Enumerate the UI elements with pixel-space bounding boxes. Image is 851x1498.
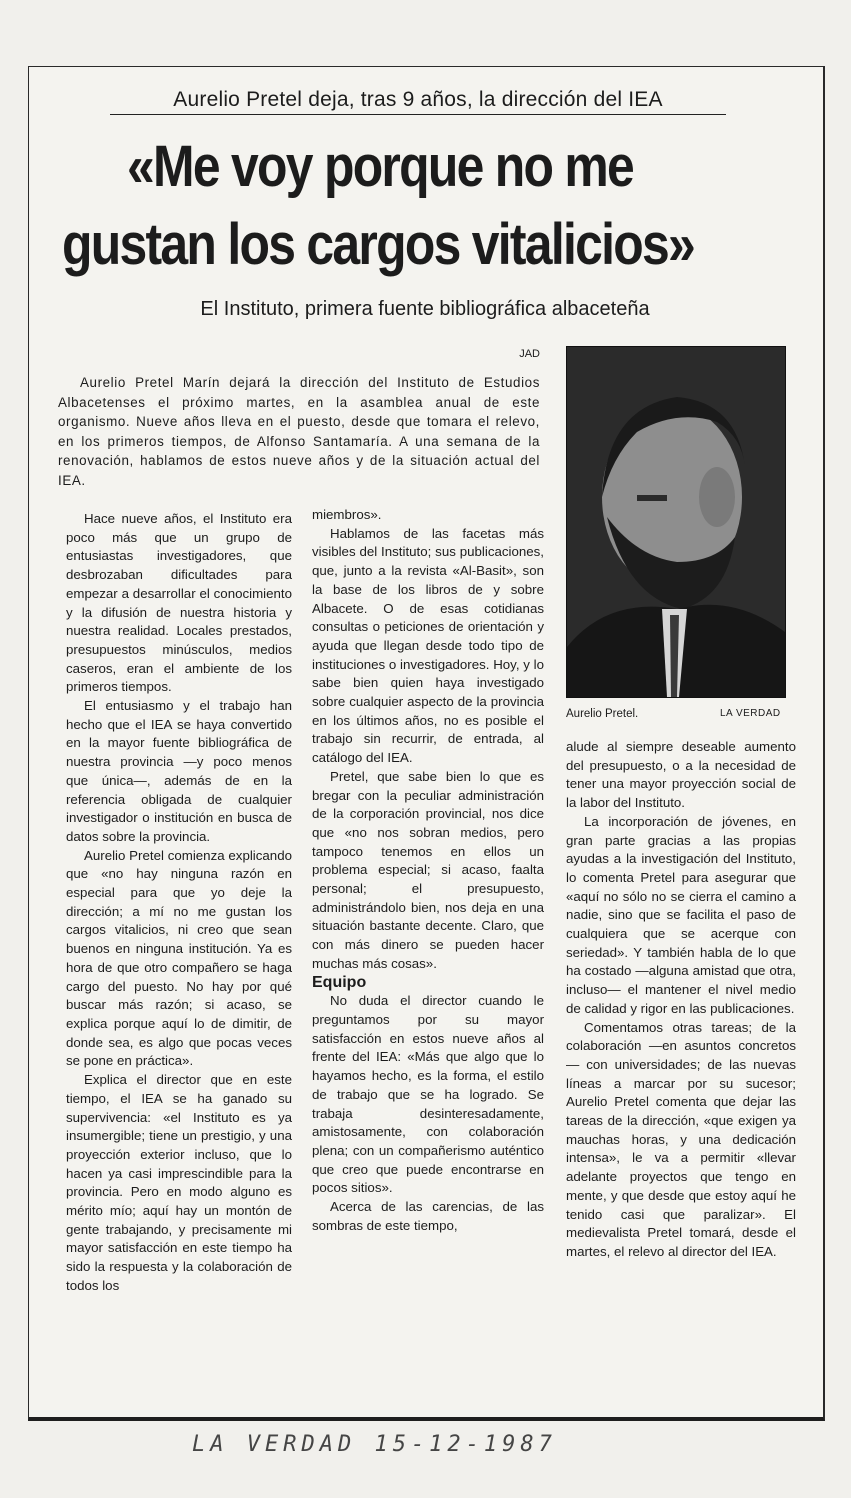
photo-credit: LA VERDAD [720, 708, 781, 719]
col2-paragraph-1: Hablamos de las facetas más visibles del Instituto; sus publicaciones, que, junto a la revista «Al-Basit», son la base de los libros de y sobre Albacete. O de esas cotidianas consultas o peticiones de orientación y ayuda que llegan desde todo tipo de instituciones o investigadores. Hoy, y lo sabe bien quien haya investigado sobre cualquier aspecto de la provincia en los últimos años, no es posible el trabajo sin recurrir, de entrada, al catálogo del IEA. [312, 525, 544, 766]
col1-paragraph-4: Explica el director que en este tiempo, el IEA se ha ganado su supervivencia: «el Instituto es ya insumergible; tiene un prestigio, y una proyección exterior incluso, que lo hacen ya casi imprescindible para la provincia. Pero en modo alguno es mérito mío; aquí hay un montón de gente trabajando, y precisamente mi mayor satisfacción en este tiempo ha sido la respuesta y la colaboración de todos los [66, 1072, 292, 1293]
portrait-illustration [567, 347, 785, 697]
supra-headline: Aurelio Pretel deja, tras 9 años, la dirección del IEA [173, 88, 663, 111]
headline-line-1: «Me voy porque no me [127, 134, 634, 199]
section-subhead: Equipo [312, 973, 367, 991]
photo-caption: Aurelio Pretel. [566, 708, 639, 720]
col2-paragraph-4: Acerca de las carencias, de las sombras de este tiempo, [312, 1199, 544, 1233]
lead-paragraph: Aurelio Pretel Marín dejará la dirección del Instituto de Estudios Albacetenses el próximo martes, en la asamblea anual de este organismo. Nueve años lleva en el puesto, desde que tomara el relevo, en los primeros tiempos, de Alfonso Santamaría. A una semana de la renovación, hablamos de estos nueve años y de la situación actual del IEA. [58, 375, 540, 488]
col3-continuation: alude al siempre deseable aumento del presupuesto, o a la necesidad de tener una mayor proyección social de la labor del Instituto. [566, 739, 796, 811]
col2-paragraph-2: Pretel, que sabe bien lo que es bregar con la peculiar administración de la corporación provincial, nos dice que «no nos sobran medios, pero tampoco tenemos en ellos un problema especial; si acaso, faalta personal; el presupuesto, administrándolo bien, nos deja en una situación bastante decente. Claro, que con más dinero se pueden hacer muchas más cosas». [312, 768, 544, 971]
handwritten-source-note: LA VERDAD 15-12-1987 [192, 1432, 557, 1457]
headline-rule [110, 114, 726, 115]
subtitle: El Instituto, primera fuente bibliográfica albaceteña [200, 298, 650, 320]
col2-continuation: miembros». [312, 507, 382, 522]
col2-paragraph-3: No duda el director cuando le preguntamos por su mayor satisfacción en estos nueve años al frente del IEA: «Más que algo que lo hayamos hecho, es la forma, el estilo de trabajo que se ha logrado. Se trabaja desinteresadamente, amistosamente, con colaboración plena; con un compañerismo auténtico que creo que puede encontrarse en pocos sitios». [312, 993, 544, 1196]
col1-paragraph-2: El entusiasmo y el trabajo han hecho que el IEA se haya convertido en la mayor fuente bibliográfica de nuestra provincia —y poco menos que única—, además de en la referencia obligada de cualquier investigador o institución en busca de datos sobre la provincia. [66, 698, 292, 844]
col3-paragraph-2: Comentamos otras tareas; de la colaboración —en asuntos concretos— con universidades; de las nuevas líneas a marcar por su sucesor; Aurelio Pretel comenta que dejar las tareas de la dirección, «que exigen ya mauchas horas, y una dedicación intensa», le va a permitir «llevar adelante proyectos que tengo en mente, y que desde que estoy aquí he tenido casi que paralizar». El medievalista Pretel tomará, desde el martes, el relevo al director del IEA. [566, 1019, 796, 1259]
column-1 [66, 510, 292, 1296]
col1-paragraph-3: Aurelio Pretel comienza explicando que «no hay ninguna razón en especial para que yo deje la dirección; a mí no me gustan los cargos vitalicios, ni creo que sean buenos en ninguna institución. Ya es hora de que otro compañero se haga cargo del puesto. No hay por qué buscar más razón; si acaso, se explica porque aquí lo de dimitir, de donde sea, es algo que pocas veces se pone en práctica». [66, 847, 292, 1069]
col1-paragraph-1: Hace nueve años, el Instituto era poco más que un grupo de entusiastas investigadores, que desbrozaban dificultades para empezar a desarrollar el conocimiento y la difusión de nuestra historia y nuestra realidad. Locales prestados, presupuestos minúsculos, medios caseros, eran el ambiente de los primeros tiempos. [66, 511, 292, 695]
headline-line-2: gustan los cargos vitalicios» [62, 212, 695, 277]
column-3 [566, 738, 796, 1262]
portrait-photo [566, 346, 786, 698]
col3-paragraph-1: La incorporación de jóvenes, en gran parte gracias a las propias ayudas a la investigación del Instituto, lo comenta Pretel para asegurar que «aquí no sólo no se cierra el camino a nadie, sino que se facilita el paso de cualquiera que se acerque con seriedad». Y también habla de lo que ha costado —alguna amistad que otra, incluso— el mantener el nivel medio de calidad y rigor en las publicaciones. [566, 813, 796, 1016]
column-2 [312, 506, 544, 1235]
byline: JAD [519, 348, 540, 360]
